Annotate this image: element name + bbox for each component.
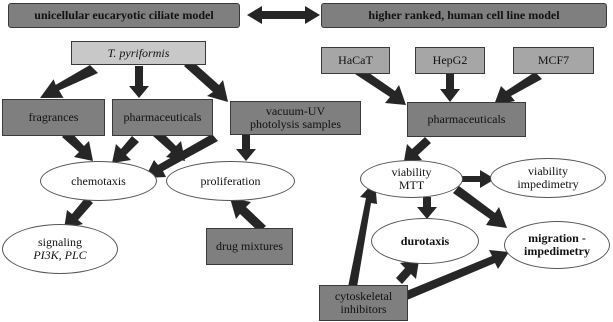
human-cell-model-title: higher ranked, human cell line model	[368, 8, 560, 23]
uv-samples-line-2: photolysis samples	[249, 117, 341, 131]
arrow-viability-to-migration	[453, 186, 507, 228]
migration-oval	[504, 221, 610, 269]
durotaxis-oval	[371, 218, 479, 264]
organism-box	[71, 41, 206, 65]
right-pharmaceuticals-label: pharmaceuticals	[427, 112, 506, 127]
signaling-oval	[2, 224, 118, 274]
viability-mtt-oval	[360, 160, 463, 198]
left-pharmaceuticals-box	[112, 99, 213, 136]
arrow-hepg2-to-pharmaceuticals-shaft	[446, 74, 454, 91]
proliferation-label: proliferation	[200, 173, 261, 188]
chemotaxis-oval	[40, 161, 157, 201]
organism-label: T. pyriformis	[107, 45, 170, 60]
drug-mixtures-label: drug mixtures	[216, 239, 283, 254]
arrow-organism-to-pharmaceuticals-shaft	[135, 66, 143, 88]
migration-line-2: impedimetry	[524, 244, 590, 258]
arrow-pharmaceuticals-to-chemotaxis	[112, 136, 139, 163]
arrow-uv-samples-to-proliferation-head	[236, 149, 256, 161]
hacat-box	[321, 47, 390, 74]
viability-impedimetry-oval	[490, 158, 606, 198]
right-pharmaceuticals-box	[407, 102, 526, 137]
bidirectional-arrow	[247, 6, 320, 24]
arrow-uv-samples-to-proliferation-shaft	[242, 135, 250, 151]
chemotaxis-label: chemotaxis	[71, 173, 126, 188]
left-pharmaceuticals-label: pharmaceuticals	[123, 110, 202, 125]
cytoskeletal-line-2: inhibitors	[340, 302, 387, 316]
signaling-detail: PI3K, PLC	[33, 248, 87, 262]
migration-line-1: migration -	[528, 231, 586, 246]
viability-impedimetry-line-2: impedimetry	[517, 177, 579, 191]
cytoskeletal-inhibitors-box	[319, 285, 408, 321]
signaling-label: signaling	[38, 235, 82, 250]
hepg2-label: HepG2	[432, 53, 468, 68]
cytoskeletal-line-1: cytoskeletal	[334, 289, 393, 304]
arrow-organism-to-uv-samples	[184, 60, 228, 102]
arrow-organism-to-pharmaceuticals-head	[129, 86, 149, 98]
viability-impedimetry-line-1: viability	[528, 164, 568, 179]
fragrances-label: fragrances	[28, 110, 79, 125]
arrow-mcf7-to-pharmaceuticals	[494, 72, 542, 105]
durotaxis-label: durotaxis	[400, 233, 450, 248]
viability-mtt-line-1: viability	[391, 165, 432, 180]
hacat-label: HaCaT	[338, 53, 373, 68]
drug-mixtures-box	[206, 228, 293, 265]
unicellular-model-title: unicellular eucaryotic ciliate model	[34, 8, 214, 23]
arrow-pharmaceuticals-to-viability	[404, 137, 431, 161]
uv-samples-line-1: vacuum-UV	[265, 104, 326, 119]
arrow-drug-mixtures-to-proliferation	[230, 198, 266, 232]
hepg2-box	[415, 47, 485, 74]
fragrances-box	[2, 99, 105, 136]
human-cell-model-header	[321, 3, 607, 28]
arrow-organism-to-fragrances	[40, 65, 98, 98]
mcf7-label: MCF7	[537, 53, 570, 68]
unicellular-model-header	[8, 3, 240, 28]
mcf7-box	[513, 47, 594, 74]
uv-samples-box	[230, 101, 361, 135]
proliferation-oval	[166, 161, 295, 201]
viability-mtt-line-2: MTT	[398, 178, 425, 192]
arrow-hepg2-to-pharmaceuticals-head	[440, 89, 460, 102]
